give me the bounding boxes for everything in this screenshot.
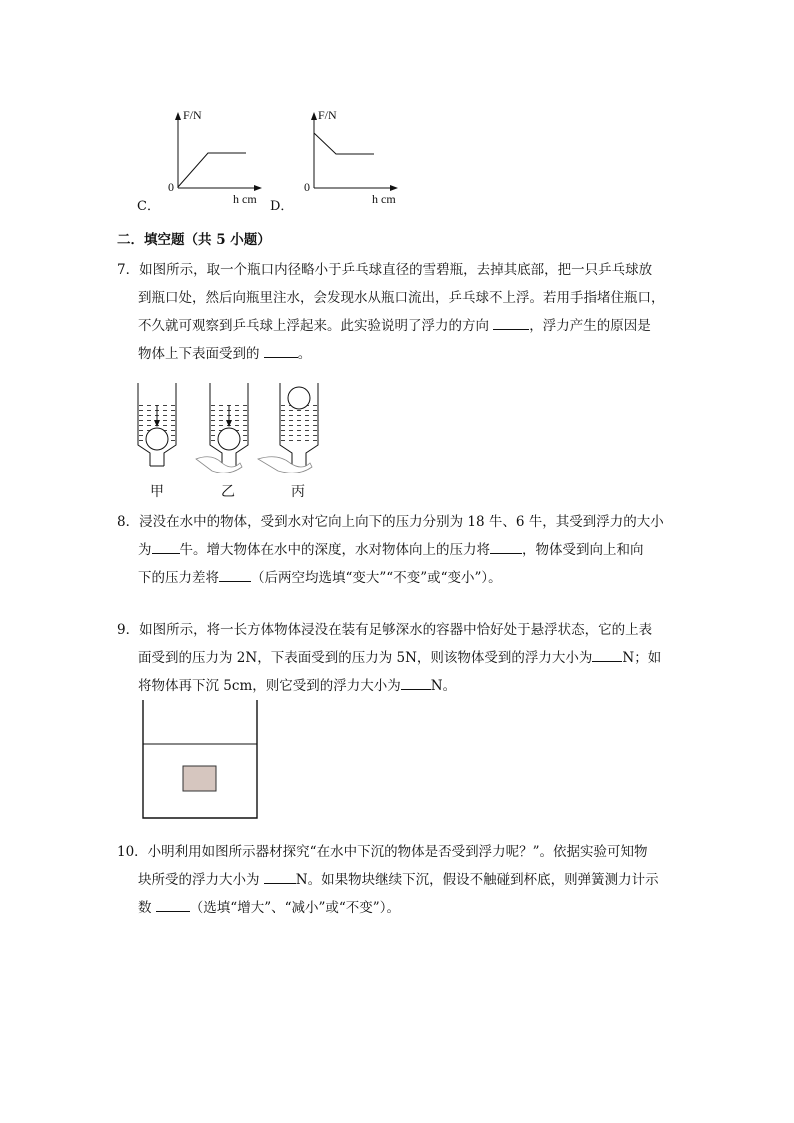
caption-jia: 甲 [150, 484, 164, 500]
question-10 [117, 838, 677, 922]
y-axis-arrow [175, 112, 181, 120]
question-9 [117, 616, 677, 700]
q9-line-3 [117, 672, 677, 700]
q7-line-1: 7．如图所示，取一个瓶口内径略小于乒乓球直径的雪碧瓶，去掉其底部，把一只乒乓球放 [117, 262, 653, 278]
answer-blank[interactable] [264, 343, 298, 358]
ping-pong-ball [218, 428, 240, 450]
q9-line-2 [117, 644, 677, 672]
q7-line-2: 到瓶口处，然后向瓶里注水，会发现水从瓶口流出，乒乓球不上浮。若用手指堵住瓶口， [138, 290, 665, 306]
question-7 [117, 256, 677, 368]
answer-blank[interactable] [156, 897, 190, 912]
answer-blank[interactable] [490, 539, 522, 554]
q10-line-1: 10．小明利用如图所示器材探究“在水中下沉的物体是否受到浮力呢？”。依据实验可知物 [117, 844, 648, 860]
q8-line-2-text: 为 [138, 542, 152, 558]
q10-line-3 [117, 894, 677, 922]
answer-blank[interactable] [219, 567, 251, 582]
option-d-label: D． [270, 199, 294, 214]
q8-line-2-mid: 牛。增大物体在水中的深度，水对物体向上的压力将 [179, 542, 490, 558]
q7-line-4-tail: 。 [297, 346, 312, 362]
option-d-x-label: h cm [372, 192, 396, 206]
container-figure [140, 700, 260, 820]
q10-line-3-tail: （选填“增大”、“减小”或“不变”）。 [189, 900, 400, 916]
container [143, 700, 257, 818]
q9-line-1: 9．如图所示，将一长方体物体浸没在装有足够深水的容器中恰好处于悬浮状态，它的上表 [117, 622, 653, 638]
q10-line-2 [117, 866, 677, 894]
q7-line-3 [117, 312, 677, 340]
graph-d-line [314, 133, 374, 154]
x-axis-arrow [390, 185, 398, 191]
bottle-figures [130, 383, 330, 473]
option-c-y-label: F/N [183, 108, 202, 122]
q8-line-3-text: 下的压力差将 [138, 570, 219, 586]
question-8 [117, 508, 677, 592]
bottle-figures-svg [130, 383, 330, 473]
option-c-origin: 0 [168, 180, 174, 194]
q8-line-1: 8．浸没在水中的物体，受到水对它向上向下的压力分别为 18 牛、6 牛，其受到浮力的大小 [117, 514, 664, 530]
section-title: 二．填空题（共 5 小题） [117, 232, 271, 248]
answer-blank[interactable] [493, 315, 529, 330]
container-figure-svg [140, 700, 260, 820]
q7-line-4-text: 物体上下表面受到的 [138, 346, 260, 362]
answer-blank[interactable] [401, 675, 431, 690]
finger [258, 457, 312, 473]
bottle-bing [258, 383, 318, 473]
caption-bing: 丙 [291, 484, 305, 500]
water [280, 405, 318, 445]
q9-line-2-text: 面受到的压力为 2N，下表面受到的压力为 5N，则该物体受到的浮力大小为 [138, 650, 593, 666]
graph-c-line [178, 153, 246, 187]
answer-blank[interactable] [264, 869, 296, 884]
q9-line-3-text: 将物体再下沉 5cm，则它受到的浮力大小为 [138, 678, 401, 694]
bottle-jia [138, 383, 176, 466]
q9-line-2-tail: N；如 [622, 650, 662, 666]
q8-line-2-tail: ，物体受到向上和向 [522, 542, 644, 558]
x-axis-arrow [254, 185, 262, 191]
q10-line-2-tail: N。如果物块继续下沉，假设不触碰到杯底，则弹簧测力计示 [295, 872, 659, 888]
q10-line-3-text: 数 [138, 900, 152, 916]
answer-blank[interactable] [592, 647, 622, 662]
q9-line-3-tail: N。 [430, 678, 457, 694]
q8-line-3-tail: （后两空均选填“变大”“不变”或“变小”）。 [251, 570, 502, 586]
caption-yi: 乙 [221, 484, 235, 500]
bottle-yi [196, 383, 248, 473]
finger [196, 457, 242, 473]
q7-line-3-tail: ，浮力产生的原因是 [529, 318, 651, 334]
answer-blank[interactable] [152, 539, 180, 554]
ping-pong-ball [288, 387, 310, 409]
option-c-x-label: h cm [233, 192, 257, 206]
ping-pong-ball [146, 428, 168, 450]
option-d-y-label: F/N [318, 108, 337, 122]
q7-line-3-text: 不久就可观察到乒乓球上浮起来。此实验说明了浮力的方向 [138, 318, 489, 334]
q8-line-2 [117, 536, 677, 564]
suspended-block [183, 766, 216, 791]
q10-line-2-text: 块所受的浮力大小为 [138, 872, 260, 888]
q8-line-3 [117, 564, 677, 592]
option-c-label: C． [137, 199, 160, 214]
option-d-origin: 0 [304, 180, 310, 194]
y-axis-arrow [311, 112, 317, 120]
q7-line-4 [117, 340, 677, 368]
